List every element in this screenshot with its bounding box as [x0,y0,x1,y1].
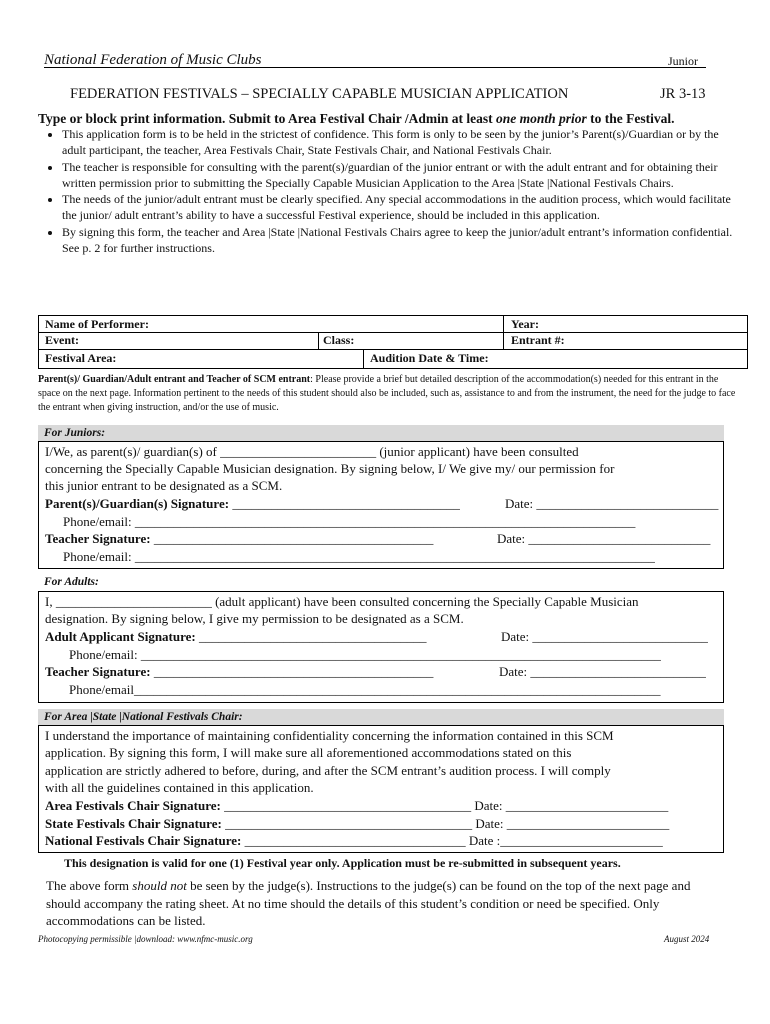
juniors-section-heading: For Juniors: [38,425,724,441]
juniors-consent-box [38,441,724,569]
parent-signature-field[interactable]: Parent(s)/Guardian(s) Signature: ___________________________________ [45,496,460,511]
state-chair-signature-field[interactable]: State Festivals Chair Signature: ______________________________________ Date: _________________________ [45,816,670,831]
instruction-list [46,126,742,256]
adult-phone-field[interactable]: Phone/email: ________________________________________________________________________________ [69,647,661,662]
footer-date: August 2024 [664,934,710,944]
accommodation-note: Parent(s)/ Guardian/Adult entrant and Teacher of SCM entrant: Please provide a brief but detailed description of the accommodation(s) needed for this entrant in the space on the next page. Information pertinent to the needs of this student should also be included, such as, assistance to and from the instrument, the need for the judge to face the entrant when giving instruction, and/or the use of music. [38,374,736,413]
area-chair-signature-field[interactable]: Area Festivals Chair Signature: ______________________________________ Date: _________________________ [45,798,669,813]
parent-phone-field[interactable]: Phone/email: _____________________________________________________________________________ [63,514,636,529]
instruction-item: • This application form is to be held in the strictest of confidence. This form is only to be seen by the junior’s Parent(s)/Guardian or by the adult participant, the teacher, Area Festivals Chair, State Festivals Chair, and National Festivals Chair. [62,126,742,159]
adult-teacher-signature-field[interactable]: Teacher Signature: ___________________________________________ [45,664,434,679]
instruction-item: • By signing this form, the teacher and Area |State |National Festivals Chairs agree to keep the junior/adult entrant’s information confidential. See p. 2 for further instructions. [62,224,742,257]
adults-consent-text: I, ________________________ (adult applicant) have been consulted concerning the Specially Capable Musician [45,594,639,609]
festival-area-field[interactable]: Festival Area: [45,351,117,365]
organization-name: National Federation of Music Clubs [44,52,262,68]
adult-teacher-phone-field[interactable]: Phone/email_________________________________________________________________________________ [69,682,661,697]
footer-download-note: Photocopying permissible |download: www.nfmc-music.org [38,934,253,944]
category-label: Junior [668,54,698,68]
judge-instruction-text: The above form should not be seen by the judge(s). Instructions to the judge(s) can be found on the top of the next page and should accompany the rating sheet. At no time should the details of this student’s condition or need be specified. Only accommodations can be listed. [46,878,691,929]
instruction-item: • The teacher is responsible for consulting with the parent(s)/guardian of the junior entrant or with the adult entrant and for obtaining their written permission prior to submitting the Specially Capable Musician Application to the Area |State |National Festivals Chairs. [62,159,742,192]
chairs-agreement-text: I understand the importance of maintaining confidentiality concerning the information contained in this SCM [45,728,614,743]
validity-note: This designation is valid for one (1) Festival year only. Application must be re-submitted in subsequent years. [64,856,621,870]
class-field[interactable]: Class: [323,333,355,347]
performer-info-table [38,315,748,369]
form-number: JR 3-13 [660,86,706,102]
performer-name-field[interactable]: Name of Performer: [45,317,149,331]
year-field[interactable]: Year: [511,317,539,331]
teacher-phone-field[interactable]: Phone/email: ________________________________________________________________________________ [63,549,655,564]
teacher-signature-field[interactable]: Teacher Signature: ___________________________________________ [45,531,434,546]
chairs-agreement-text: application. By signing this form, I will make sure all aforementioned accommodations stated on this [45,745,572,760]
parent-date-field[interactable]: Date: ____________________________ [505,496,719,511]
adult-teacher-date-field[interactable]: Date: ___________________________ [499,664,706,679]
chairs-agreement-box [38,725,724,853]
juniors-consent-text: this junior entrant to be designated as a SCM. [45,478,283,493]
event-field[interactable]: Event: [45,333,79,347]
header-rule [44,67,706,68]
juniors-consent-text: concerning the Specially Capable Musician designation. By signing below, I/ We give my/ our permission for [45,461,615,476]
teacher-date-field[interactable]: Date: ____________________________ [497,531,711,546]
audition-date-field[interactable]: Audition Date & Time: [370,351,489,365]
juniors-consent-text: I/We, as parent(s)/ guardian(s) of ________________________ (junior applicant) have been consulted [45,444,579,459]
national-chair-signature-field[interactable]: National Festivals Chair Signature: __________________________________ Date :_________________________ [45,833,663,848]
adults-consent-text: designation. By signing below, I give my permission to be designated as a SCM. [45,611,464,626]
form-title: FEDERATION FESTIVALS – SPECIALLY CAPABLE MUSICIAN APPLICATION [70,86,569,102]
instruction-item: • The needs of the junior/adult entrant must be clearly specified. Any special accommodations in the audition process, which would facilitate the junior/ adult entrant’s ability to have a successful Festival experience, should be included in this application. [62,191,742,224]
adults-consent-box [38,591,724,703]
entrant-number-field[interactable]: Entrant #: [511,333,565,347]
adult-date-field[interactable]: Date: ___________________________ [501,629,708,644]
chairs-agreement-text: with all the guidelines contained in this application. [45,780,314,795]
chairs-agreement-text: application are strictly adhered to before, during, and after the SCM entrant’s audition process. I will comply [45,763,611,778]
adults-section-heading: For Adults: [38,574,724,590]
adult-signature-field[interactable]: Adult Applicant Signature: ___________________________________ [45,629,427,644]
submission-instruction: Type or block print information. Submit to Area Festival Chair /Admin at least one month prior to the Festival. [38,111,675,126]
chairs-section-heading: For Area |State |National Festivals Chair: [38,709,724,725]
